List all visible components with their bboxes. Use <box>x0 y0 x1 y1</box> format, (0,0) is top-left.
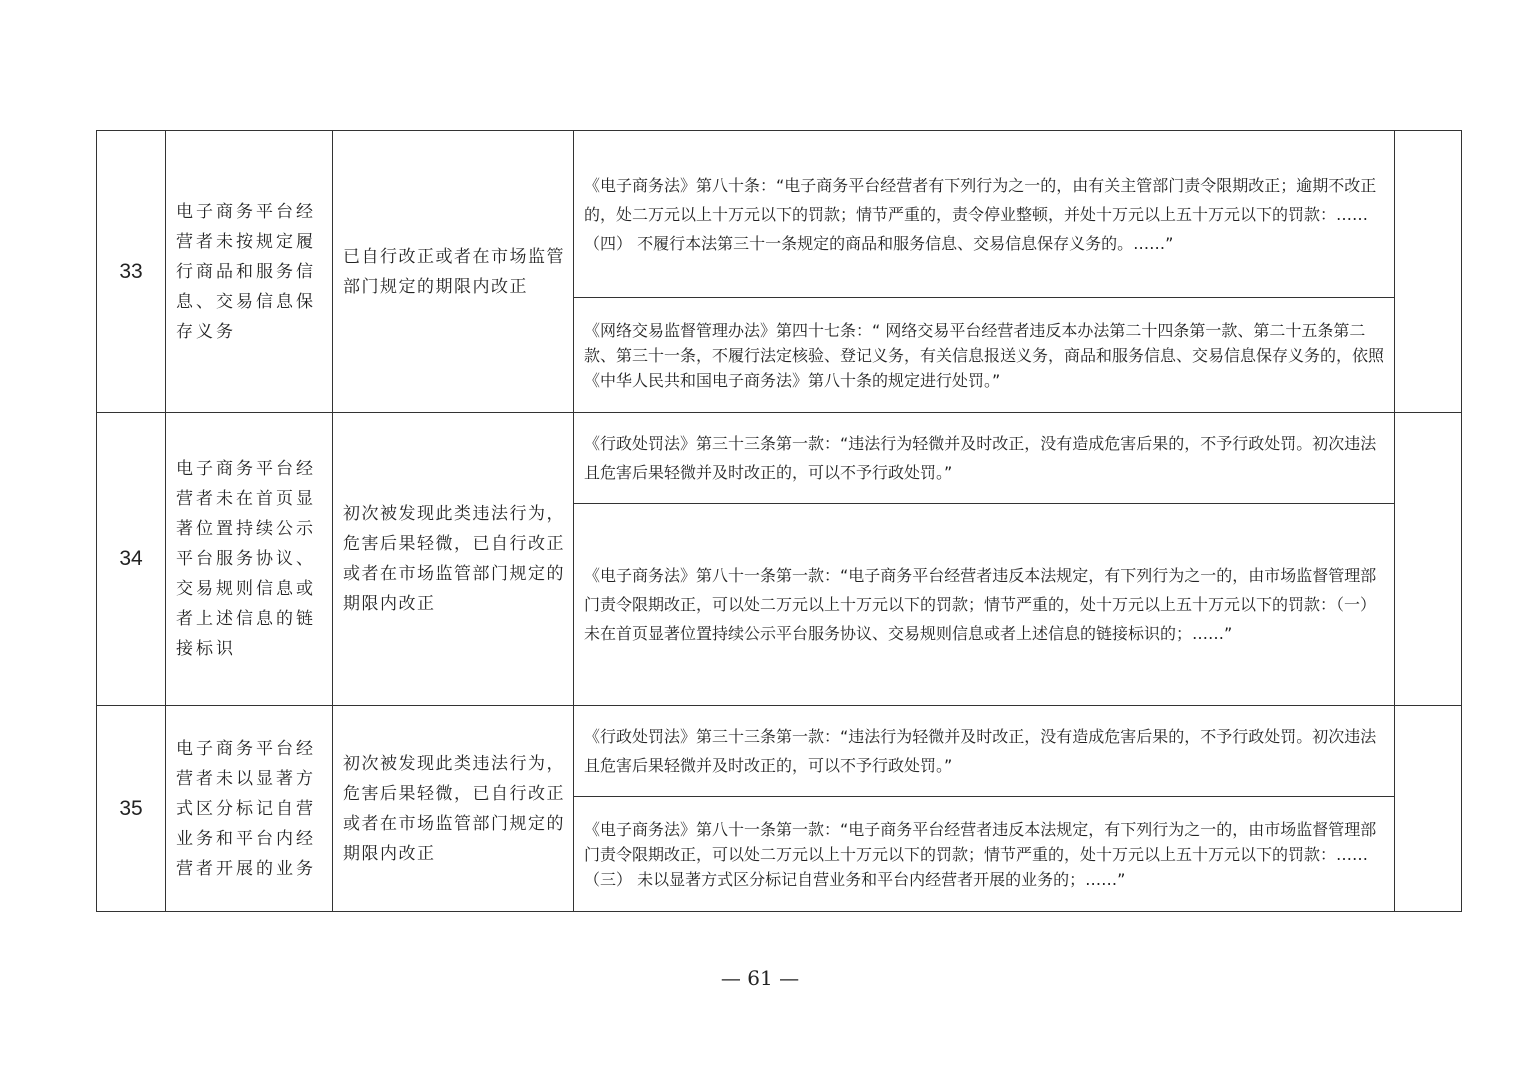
table-row <box>97 413 1462 706</box>
legal-basis-cell <box>574 706 1395 912</box>
row-number: 35 <box>97 706 166 912</box>
legal-basis-stack <box>574 413 1394 705</box>
page-number: — 61 — <box>720 966 800 990</box>
legal-basis-stack <box>574 131 1394 412</box>
violation-item: 电子商务平台经营者未以显著方式区分标记自营业务和平台内经营者开展的业务 <box>166 706 333 912</box>
legal-basis-text: 《电子商务法》第八十一条第一款：“电子商务平台经营者违反本法规定，有下列行为之一的，由市场监督管理部门责令限期改正，可以处二万元以上十万元以下的罚款；情节严重的，处十万元以上五十万元以下的罚款：（一） 未在首页显著位置持续公示平台服务协议、交易规则信息或者上述信息的链接标识的；……” <box>574 503 1394 705</box>
blank-cell <box>1395 706 1462 912</box>
exemption-condition: 已自行改正或者在市场监管部门规定的期限内改正 <box>333 131 574 413</box>
violation-item: 电子商务平台经营者未在首页显著位置持续公示平台服务协议、交易规则信息或者上述信息的链接标识 <box>166 413 333 706</box>
legal-basis-cell <box>574 131 1395 413</box>
regulation-table <box>96 130 1462 912</box>
exemption-condition: 初次被发现此类违法行为，危害后果轻微，已自行改正或者在市场监管部门规定的期限内改正 <box>333 706 574 912</box>
legal-basis-text: 《行政处罚法》第三十三条第一款：“违法行为轻微并及时改正，没有造成危害后果的，不予行政处罚。初次违法且危害后果轻微并及时改正的，可以不予行政处罚。” <box>584 727 1377 775</box>
row-number: 33 <box>97 131 166 413</box>
blank-cell <box>1395 413 1462 706</box>
table-row <box>97 706 1462 912</box>
exemption-condition: 初次被发现此类违法行为，危害后果轻微，已自行改正或者在市场监管部门规定的期限内改正 <box>333 413 574 706</box>
table-row <box>97 131 1462 413</box>
legal-basis-cell <box>574 413 1395 706</box>
blank-cell <box>1395 131 1462 413</box>
legal-basis-text: 《行政处罚法》第三十三条第一款：“违法行为轻微并及时改正，没有造成危害后果的，不予行政处罚。初次违法且危害后果轻微并及时改正的，可以不予行政处罚。” <box>584 434 1377 482</box>
row-number: 34 <box>97 413 166 706</box>
legal-basis-text: 《电子商务法》第八十条：“电子商务平台经营者有下列行为之一的，由有关主管部门责令限期改正；逾期不改正的，处二万元以上十万元以下的罚款；情节严重的，责令停业整顿，并处十万元以上五十万元以下的罚款：……（四） 不履行本法第三十一条规定的商品和服务信息、交易信息保存义务的。……” <box>584 175 1377 253</box>
legal-basis-stack <box>574 706 1394 911</box>
legal-basis-text: 《网络交易监督管理办法》第四十七条：“ 网络交易平台经营者违反本办法第二十四条第一款、第二十五条第二款、第三十一条，不履行法定核验、登记义务，有关信息报送义务，商品和服务信息、交易信息保存义务的，依照《中华人民共和国电子商务法》第八十条的规定进行处罚。” <box>574 297 1394 412</box>
legal-basis-text: 《电子商务法》第八十一条第一款：“电子商务平台经营者违反本法规定，有下列行为之一的，由市场监督管理部门责令限期改正，可以处二万元以上十万元以下的罚款；情节严重的，处十万元以上五十万元以下的罚款：……（三） 未以显著方式区分标记自营业务和平台内经营者开展的业务的；……” <box>574 796 1394 911</box>
violation-item: 电子商务平台经营者未按规定履行商品和服务信息、交易信息保存义务 <box>166 131 333 413</box>
